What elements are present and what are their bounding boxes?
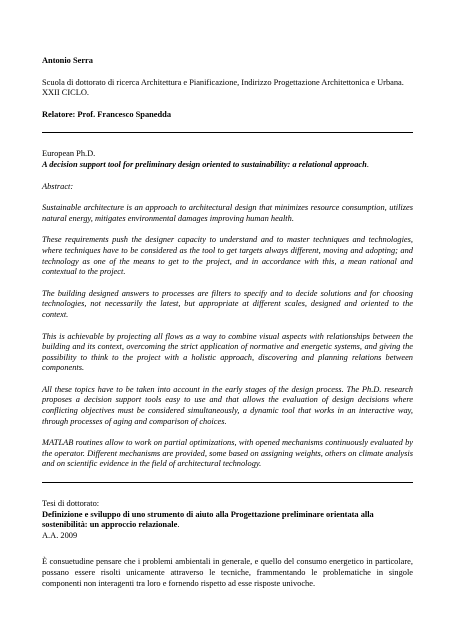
english-title-text: A decision support tool for preliminary design oriented to sustainability: a relational approach [42, 159, 367, 169]
italian-title [42, 510, 413, 531]
thesis-label: Tesi di dottorato: [42, 499, 100, 509]
italian-title-text: Definizione e sviluppo di uno strumento di aiuto alla Progettazione preliminare orientata alla sostenibilità: un approccio relazionale [42, 509, 374, 530]
school-affiliation: Scuola di dottorato di ricerca Architettura e Pianificazione, Indirizzo Progettazione Architettonica e Urbana. XXII CICLO. [42, 77, 404, 98]
abstract-paragraph-5: All these topics have to be taken into account in the early stages of the design process. The Ph.D. research proposes a decision support tools easy to use and that allows the evaluation of design decisions where conflicting objectives must be considered simultaneously, a dynamic tool that works in an interactive way, through processes of aging and comparison of choices. [42, 384, 413, 426]
supervisor: Relatore: Prof. Francesco Spanedda [42, 109, 172, 119]
abstract-paragraph-4: This is achievable by projecting all flows as a way to combine visual aspects with relationships between the building and its context, overcoming the strict application of normative and energetic systems, and giving the possibility to think to the project with a holistic approach, discovering and planning relations between components. [42, 331, 413, 373]
degree-label: European Ph.D. [42, 149, 96, 159]
author-name: Antonio Serra [42, 56, 93, 65]
italian-paragraph: È consuetudine pensare che i problemi ambientali in generale, e quello del consumo energetico in particolare, possano essere risolti unicamente attraverso le tecniche, frammentando le problematiche in singole componenti non interagenti tra loro e fornendo rispetto ad esse risposte univoche. [42, 557, 413, 588]
academic-year: A.A. 2009 [42, 530, 78, 540]
abstract-label: Abstract: [42, 181, 74, 191]
document-content [42, 56, 413, 589]
abstract-paragraph-1: Sustainable architecture is an approach to architectural design that minimizes resource consumption, utilizes natural energy, mitigates environmental damages improving human health. [42, 203, 413, 223]
abstract-paragraph-6: MATLAB routines allow to work on partial optimizations, with opened mechanisms continuously evaluated by the operator. Different mechanisms are provided, some based on assigning weights, others on climate analysis and on scientific evidence in the field of architectural technology. [42, 438, 413, 469]
abstract-paragraph-3: The building designed answers to processes are filters to specify and to decide solutions and for choosing technologies, not necessarily the latest, but appropriate at different scales, designed and oriented to the context. [42, 288, 413, 319]
english-title-end: . [366, 159, 369, 169]
english-title [42, 160, 413, 171]
abstract-paragraph-2: These requirements push the designer capacity to understand and to master techniques and technologies, where techniques have to be considered as the tool to get targets always different, moving and adopting; and technology as one of the means to get to the project, and in accordance with this, a mean rational and contextual to the project. [42, 235, 413, 277]
italian-title-end: . [177, 520, 180, 530]
